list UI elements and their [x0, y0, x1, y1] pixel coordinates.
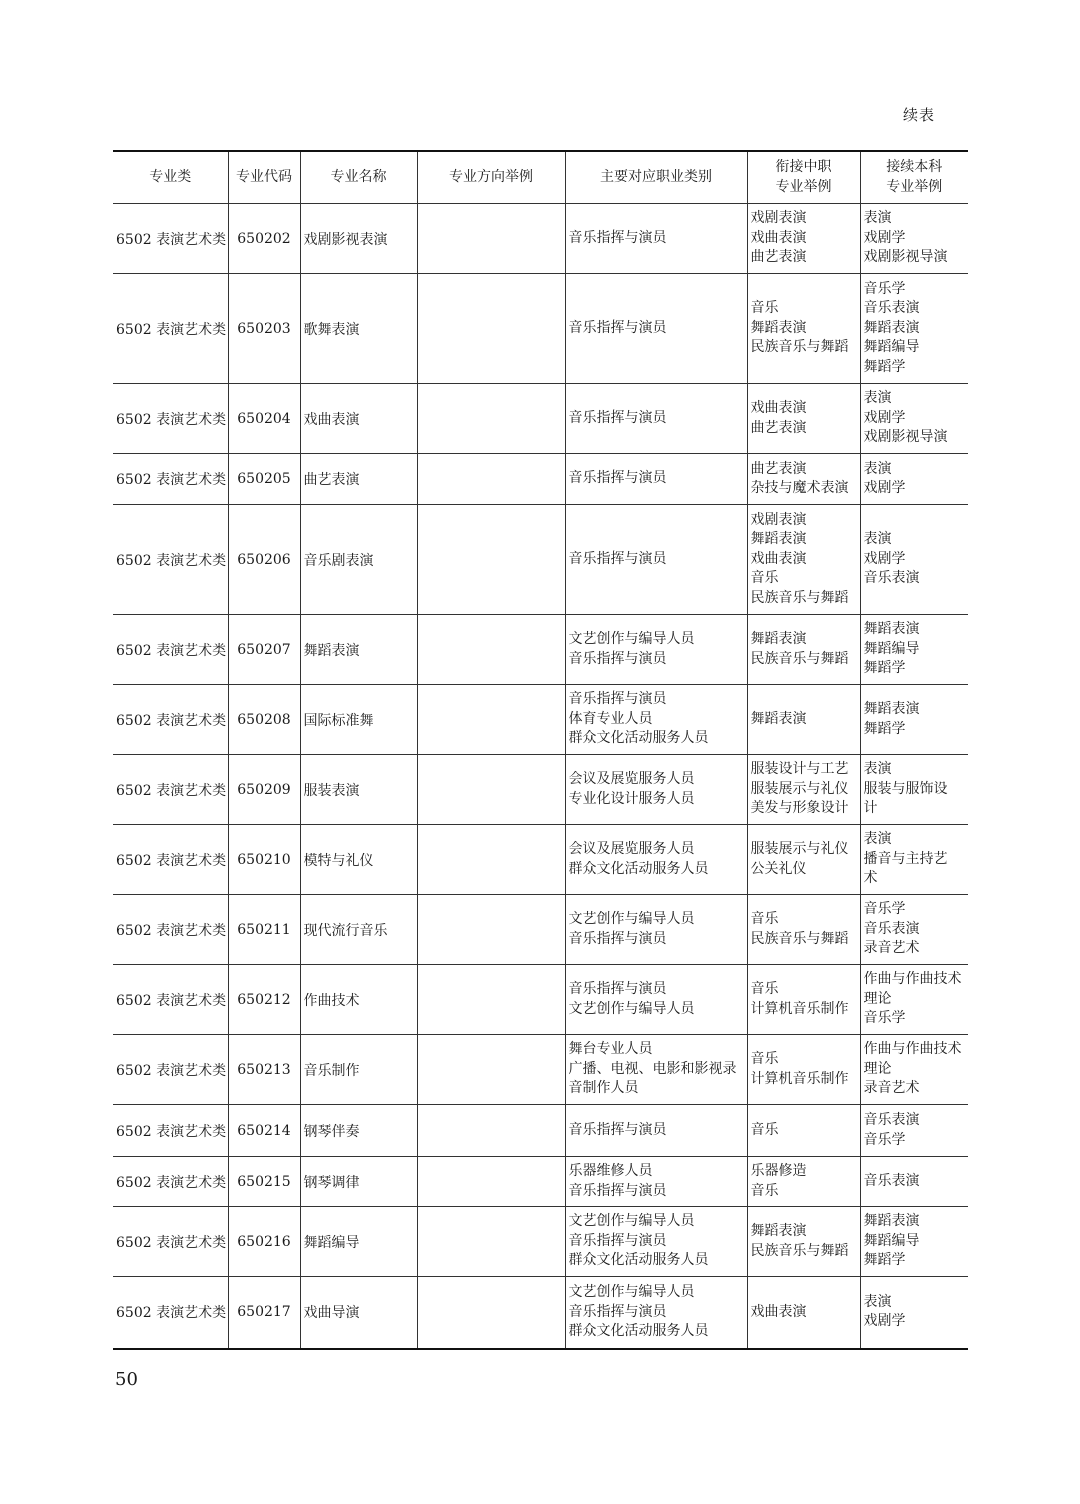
category-cell: 6502 表演艺术类 [113, 505, 228, 615]
major-name-cell: 曲艺表演 [300, 454, 417, 505]
bachelor-major-item: 表演 [863, 761, 892, 778]
category-cell: 6502 表演艺术类 [113, 1277, 228, 1349]
secondary-major-item: 戏曲表演 [750, 229, 807, 246]
secondary-major-item: 曲艺表演 [750, 460, 807, 477]
major-name-cell: 音乐制作 [300, 1035, 417, 1105]
occupation-item: 音乐指挥与演员 [568, 470, 667, 487]
secondary-major-item: 舞蹈表演 [750, 319, 807, 336]
table-row [113, 274, 968, 384]
page-number: 50 [115, 1369, 138, 1390]
major-code-cell: 650210 [228, 825, 300, 895]
secondary-major-item: 音乐 [750, 1182, 779, 1199]
table-row [113, 825, 968, 895]
bachelor-major-item: 表演 [863, 390, 892, 407]
direction-cell [417, 615, 565, 685]
direction-cell [417, 755, 565, 825]
occupation-item: 音制作人员 [568, 1080, 639, 1097]
bachelor-major-cell [860, 1277, 968, 1349]
bachelor-major-cell [860, 895, 968, 965]
secondary-major-cell [747, 1035, 860, 1105]
secondary-major-cell [747, 384, 860, 454]
bachelor-major-item: 作曲与作曲技术 [863, 1041, 962, 1058]
category-cell: 6502 表演艺术类 [113, 965, 228, 1035]
major-code-cell: 650204 [228, 384, 300, 454]
occupation-item: 文艺创作与编导人员 [568, 911, 695, 927]
bachelor-major-item: 表演 [863, 831, 892, 848]
direction-cell [417, 454, 565, 505]
occupation-cell [565, 1207, 747, 1277]
occupation-item: 音乐指挥与演员 [568, 691, 667, 708]
bachelor-major-item: 舞蹈学 [863, 1252, 906, 1269]
secondary-major-item: 民族音乐与舞蹈 [750, 1242, 849, 1259]
table-row [113, 1157, 968, 1207]
category-cell: 6502 表演艺术类 [113, 274, 228, 384]
occupation-item: 群众文化活动服务人员 [568, 860, 709, 877]
category-cell: 6502 表演艺术类 [113, 384, 228, 454]
header-secondary-line: 专业举例 [775, 178, 832, 195]
bachelor-major-item: 戏剧学 [863, 1313, 906, 1330]
bachelor-major-cell [860, 685, 968, 755]
bachelor-major-item: 音乐学 [863, 1131, 906, 1148]
header-category: 专业类 [113, 151, 228, 204]
secondary-major-item: 音乐 [750, 1051, 779, 1067]
header-code: 专业代码 [228, 151, 300, 204]
table-row [113, 454, 968, 505]
bachelor-major-item: 戏剧学 [863, 480, 906, 496]
occupation-item: 群众文化活动服务人员 [568, 1323, 709, 1339]
bachelor-major-item: 音乐表演 [863, 300, 920, 317]
secondary-major-cell [747, 755, 860, 825]
category-cell: 6502 表演艺术类 [113, 1157, 228, 1207]
major-code-cell: 650206 [228, 505, 300, 615]
bachelor-major-item: 音乐学 [863, 280, 906, 297]
occupation-item: 体育专业人员 [568, 710, 653, 727]
major-code-cell: 650214 [228, 1105, 300, 1157]
major-name-cell: 舞蹈表演 [300, 615, 417, 685]
bachelor-major-item: 舞蹈编导 [863, 339, 920, 356]
secondary-major-cell [747, 1207, 860, 1277]
major-name-cell: 戏曲表演 [300, 384, 417, 454]
occupation-item: 群众文化活动服务人员 [568, 1252, 709, 1269]
secondary-major-item: 舞蹈表演 [750, 1223, 807, 1239]
direction-cell [417, 685, 565, 755]
major-name-cell: 音乐剧表演 [300, 505, 417, 615]
table-row [113, 965, 968, 1035]
secondary-major-item: 乐器修造 [750, 1163, 807, 1179]
table-row [113, 204, 968, 274]
major-code-cell: 650202 [228, 204, 300, 274]
major-code-cell: 650205 [228, 454, 300, 505]
category-cell: 6502 表演艺术类 [113, 895, 228, 965]
category-cell: 6502 表演艺术类 [113, 615, 228, 685]
secondary-major-item: 民族音乐与舞蹈 [750, 589, 849, 606]
bachelor-major-item: 理论 [863, 990, 892, 1007]
major-name-cell: 戏剧影视表演 [300, 204, 417, 274]
bachelor-major-item: 服装与服饰设 [863, 780, 948, 797]
bachelor-major-item: 音乐表演 [863, 570, 920, 587]
occupation-item: 音乐指挥与演员 [568, 550, 667, 567]
secondary-major-cell [747, 1277, 860, 1349]
secondary-major-item: 美发与形象设计 [750, 800, 849, 817]
bachelor-major-item: 舞蹈学 [863, 358, 906, 375]
secondary-major-item: 曲艺表演 [750, 419, 807, 436]
category-cell: 6502 表演艺术类 [113, 825, 228, 895]
table-row [113, 755, 968, 825]
header-occupation: 主要对应职业类别 [565, 151, 747, 204]
bachelor-major-item: 音乐表演 [863, 920, 920, 937]
secondary-major-cell [747, 825, 860, 895]
bachelor-major-item: 音乐表演 [863, 1112, 920, 1128]
major-name-cell: 服装表演 [300, 755, 417, 825]
secondary-major-item: 民族音乐与舞蹈 [750, 930, 849, 947]
occupation-cell [565, 965, 747, 1035]
occupation-item: 广播、电视、电影和影视录 [568, 1060, 737, 1077]
occupation-item: 乐器维修人员 [568, 1163, 653, 1179]
bachelor-major-cell [860, 384, 968, 454]
header-bachelor-line: 接续本科 [886, 159, 943, 175]
occupation-cell [565, 454, 747, 505]
occupation-item: 音乐指挥与演员 [568, 319, 667, 336]
table-row [113, 615, 968, 685]
bachelor-major-cell [860, 1157, 968, 1207]
occupation-cell [565, 825, 747, 895]
major-code-cell: 650217 [228, 1277, 300, 1349]
header-bachelor-line: 专业举例 [886, 178, 943, 195]
secondary-major-item: 舞蹈表演 [750, 531, 807, 548]
major-name-cell: 现代流行音乐 [300, 895, 417, 965]
secondary-major-cell [747, 615, 860, 685]
table-row [113, 1035, 968, 1105]
occupation-item: 文艺创作与编导人员 [568, 1000, 695, 1017]
bachelor-major-item: 作曲与作曲技术 [863, 971, 962, 988]
occupation-item: 群众文化活动服务人员 [568, 730, 709, 747]
bachelor-major-item: 戏剧影视导演 [863, 249, 948, 266]
secondary-major-cell [747, 1157, 860, 1207]
major-code-cell: 650213 [228, 1035, 300, 1105]
secondary-major-cell [747, 274, 860, 384]
occupation-item: 音乐指挥与演员 [568, 1121, 667, 1138]
bachelor-major-item: 表演 [863, 1293, 892, 1310]
bachelor-major-cell [860, 1105, 968, 1157]
bachelor-major-item: 舞蹈学 [863, 660, 906, 677]
bachelor-major-item: 表演 [863, 531, 892, 548]
major-code-cell: 650215 [228, 1157, 300, 1207]
secondary-major-item: 音乐 [750, 300, 779, 317]
secondary-major-item: 戏剧表演 [750, 210, 807, 227]
secondary-major-cell [747, 505, 860, 615]
occupation-item: 音乐指挥与演员 [568, 1182, 667, 1199]
secondary-major-item: 计算机音乐制作 [750, 1000, 849, 1017]
bachelor-major-item: 舞蹈表演 [863, 319, 920, 336]
occupation-cell [565, 895, 747, 965]
bachelor-major-cell [860, 965, 968, 1035]
direction-cell [417, 1035, 565, 1105]
header-name: 专业名称 [300, 151, 417, 204]
major-name-cell: 钢琴调律 [300, 1157, 417, 1207]
bachelor-major-item: 理论 [863, 1060, 892, 1077]
occupation-cell [565, 1157, 747, 1207]
bachelor-major-item: 表演 [863, 210, 892, 227]
occupation-item: 文艺创作与编导人员 [568, 1213, 695, 1230]
bachelor-major-cell [860, 615, 968, 685]
bachelor-major-item: 录音艺术 [863, 1080, 920, 1097]
occupation-item: 音乐指挥与演员 [568, 1232, 667, 1249]
table-row [113, 895, 968, 965]
occupation-item: 音乐指挥与演员 [568, 650, 667, 667]
category-cell: 6502 表演艺术类 [113, 204, 228, 274]
direction-cell [417, 965, 565, 1035]
category-cell: 6502 表演艺术类 [113, 1105, 228, 1157]
major-code-cell: 650216 [228, 1207, 300, 1277]
direction-cell [417, 825, 565, 895]
table-header-row [113, 151, 968, 204]
occupation-cell [565, 615, 747, 685]
bachelor-major-item: 表演 [863, 460, 892, 477]
bachelor-major-item: 戏剧学 [863, 409, 906, 426]
occupation-cell [565, 685, 747, 755]
occupation-item: 文艺创作与编导人员 [568, 1284, 695, 1300]
major-name-cell: 钢琴伴奏 [300, 1105, 417, 1157]
occupation-item: 舞台专业人员 [568, 1041, 653, 1058]
occupation-cell [565, 1277, 747, 1349]
bachelor-major-item: 舞蹈表演 [863, 1213, 920, 1230]
major-name-cell: 作曲技术 [300, 965, 417, 1035]
secondary-major-item: 舞蹈表演 [750, 631, 807, 647]
bachelor-major-item: 舞蹈表演 [863, 621, 920, 638]
table-row [113, 505, 968, 615]
bachelor-major-cell [860, 204, 968, 274]
bachelor-major-cell [860, 454, 968, 505]
majors-table [113, 150, 968, 1350]
occupation-item: 音乐指挥与演员 [568, 930, 667, 947]
major-code-cell: 650211 [228, 895, 300, 965]
bachelor-major-item: 戏剧学 [863, 550, 906, 567]
category-cell: 6502 表演艺术类 [113, 1035, 228, 1105]
continued-table-label: 续表 [902, 106, 935, 124]
secondary-major-item: 戏曲表演 [750, 1303, 807, 1320]
major-name-cell: 国际标准舞 [300, 685, 417, 755]
major-name-cell: 模特与礼仪 [300, 825, 417, 895]
header-secondary-line: 衔接中职 [775, 159, 832, 175]
major-name-cell: 歌舞表演 [300, 274, 417, 384]
table-row [113, 1207, 968, 1277]
secondary-major-item: 公关礼仪 [750, 860, 807, 877]
secondary-major-cell [747, 454, 860, 505]
secondary-major-item: 曲艺表演 [750, 249, 807, 266]
secondary-major-item: 戏曲表演 [750, 550, 807, 567]
occupation-cell [565, 274, 747, 384]
secondary-major-cell [747, 895, 860, 965]
secondary-major-item: 舞蹈表演 [750, 710, 807, 727]
secondary-major-item: 音乐 [750, 570, 779, 587]
occupation-cell [565, 1105, 747, 1157]
direction-cell [417, 204, 565, 274]
secondary-major-item: 计算机音乐制作 [750, 1070, 849, 1087]
category-cell: 6502 表演艺术类 [113, 1207, 228, 1277]
bachelor-major-cell [860, 1035, 968, 1105]
secondary-major-item: 服装展示与礼仪 [750, 841, 849, 857]
occupation-item: 会议及展览服务人员 [568, 771, 695, 787]
table-row [113, 1105, 968, 1157]
secondary-major-cell [747, 965, 860, 1035]
major-code-cell: 650212 [228, 965, 300, 1035]
header-bachelor [860, 151, 968, 204]
secondary-major-cell [747, 1105, 860, 1157]
occupation-item: 音乐指挥与演员 [568, 229, 667, 246]
occupation-item: 音乐指挥与演员 [568, 981, 667, 997]
secondary-major-item: 民族音乐与舞蹈 [750, 650, 849, 667]
occupation-cell [565, 505, 747, 615]
bachelor-major-item: 音乐学 [863, 901, 906, 918]
bachelor-major-item: 舞蹈编导 [863, 640, 920, 657]
secondary-major-item: 音乐 [750, 911, 779, 927]
occupation-item: 会议及展览服务人员 [568, 841, 695, 857]
occupation-cell [565, 1035, 747, 1105]
bachelor-major-item: 舞蹈学 [863, 720, 906, 737]
occupation-cell [565, 755, 747, 825]
direction-cell [417, 274, 565, 384]
bachelor-major-item: 戏剧影视导演 [863, 429, 948, 446]
bachelor-major-item: 录音艺术 [863, 940, 920, 957]
major-code-cell: 650207 [228, 615, 300, 685]
bachelor-major-item: 计 [863, 800, 878, 817]
occupation-item: 文艺创作与编导人员 [568, 631, 695, 647]
table-row [113, 685, 968, 755]
secondary-major-item: 民族音乐与舞蹈 [750, 339, 849, 356]
bachelor-major-item: 戏剧学 [863, 229, 906, 246]
category-cell: 6502 表演艺术类 [113, 755, 228, 825]
direction-cell [417, 1277, 565, 1349]
table-row [113, 1277, 968, 1349]
major-code-cell: 650209 [228, 755, 300, 825]
bachelor-major-item: 术 [863, 870, 878, 887]
bachelor-major-item: 音乐学 [863, 1010, 906, 1027]
major-code-cell: 650208 [228, 685, 300, 755]
secondary-major-item: 音乐 [750, 981, 779, 997]
table-row [113, 384, 968, 454]
bachelor-major-item: 舞蹈表演 [863, 701, 920, 717]
category-cell: 6502 表演艺术类 [113, 454, 228, 505]
major-name-cell: 舞蹈编导 [300, 1207, 417, 1277]
bachelor-major-cell [860, 274, 968, 384]
bachelor-major-item: 音乐表演 [863, 1172, 920, 1189]
bachelor-major-cell [860, 825, 968, 895]
bachelor-major-cell [860, 755, 968, 825]
secondary-major-cell [747, 685, 860, 755]
bachelor-major-item: 播音与主持艺 [863, 850, 948, 867]
major-name-cell: 戏曲导演 [300, 1277, 417, 1349]
header-direction: 专业方向举例 [417, 151, 565, 204]
direction-cell [417, 1105, 565, 1157]
occupation-item: 音乐指挥与演员 [568, 409, 667, 426]
secondary-major-cell [747, 204, 860, 274]
major-code-cell: 650203 [228, 274, 300, 384]
bachelor-major-cell [860, 1207, 968, 1277]
secondary-major-item: 音乐 [750, 1121, 779, 1138]
occupation-item: 专业化设计服务人员 [568, 790, 695, 807]
secondary-major-item: 杂技与魔术表演 [750, 480, 849, 496]
direction-cell [417, 505, 565, 615]
direction-cell [417, 384, 565, 454]
table-body [113, 204, 968, 1349]
secondary-major-item: 戏剧表演 [750, 511, 807, 528]
bachelor-major-cell [860, 505, 968, 615]
secondary-major-item: 戏曲表演 [750, 400, 807, 416]
category-cell: 6502 表演艺术类 [113, 685, 228, 755]
occupation-cell [565, 384, 747, 454]
header-secondary [747, 151, 860, 204]
occupation-item: 音乐指挥与演员 [568, 1303, 667, 1320]
direction-cell [417, 1157, 565, 1207]
secondary-major-item: 服装设计与工艺 [750, 761, 849, 778]
direction-cell [417, 1207, 565, 1277]
secondary-major-item: 服装展示与礼仪 [750, 780, 849, 797]
occupation-cell [565, 204, 747, 274]
direction-cell [417, 895, 565, 965]
bachelor-major-item: 舞蹈编导 [863, 1232, 920, 1249]
